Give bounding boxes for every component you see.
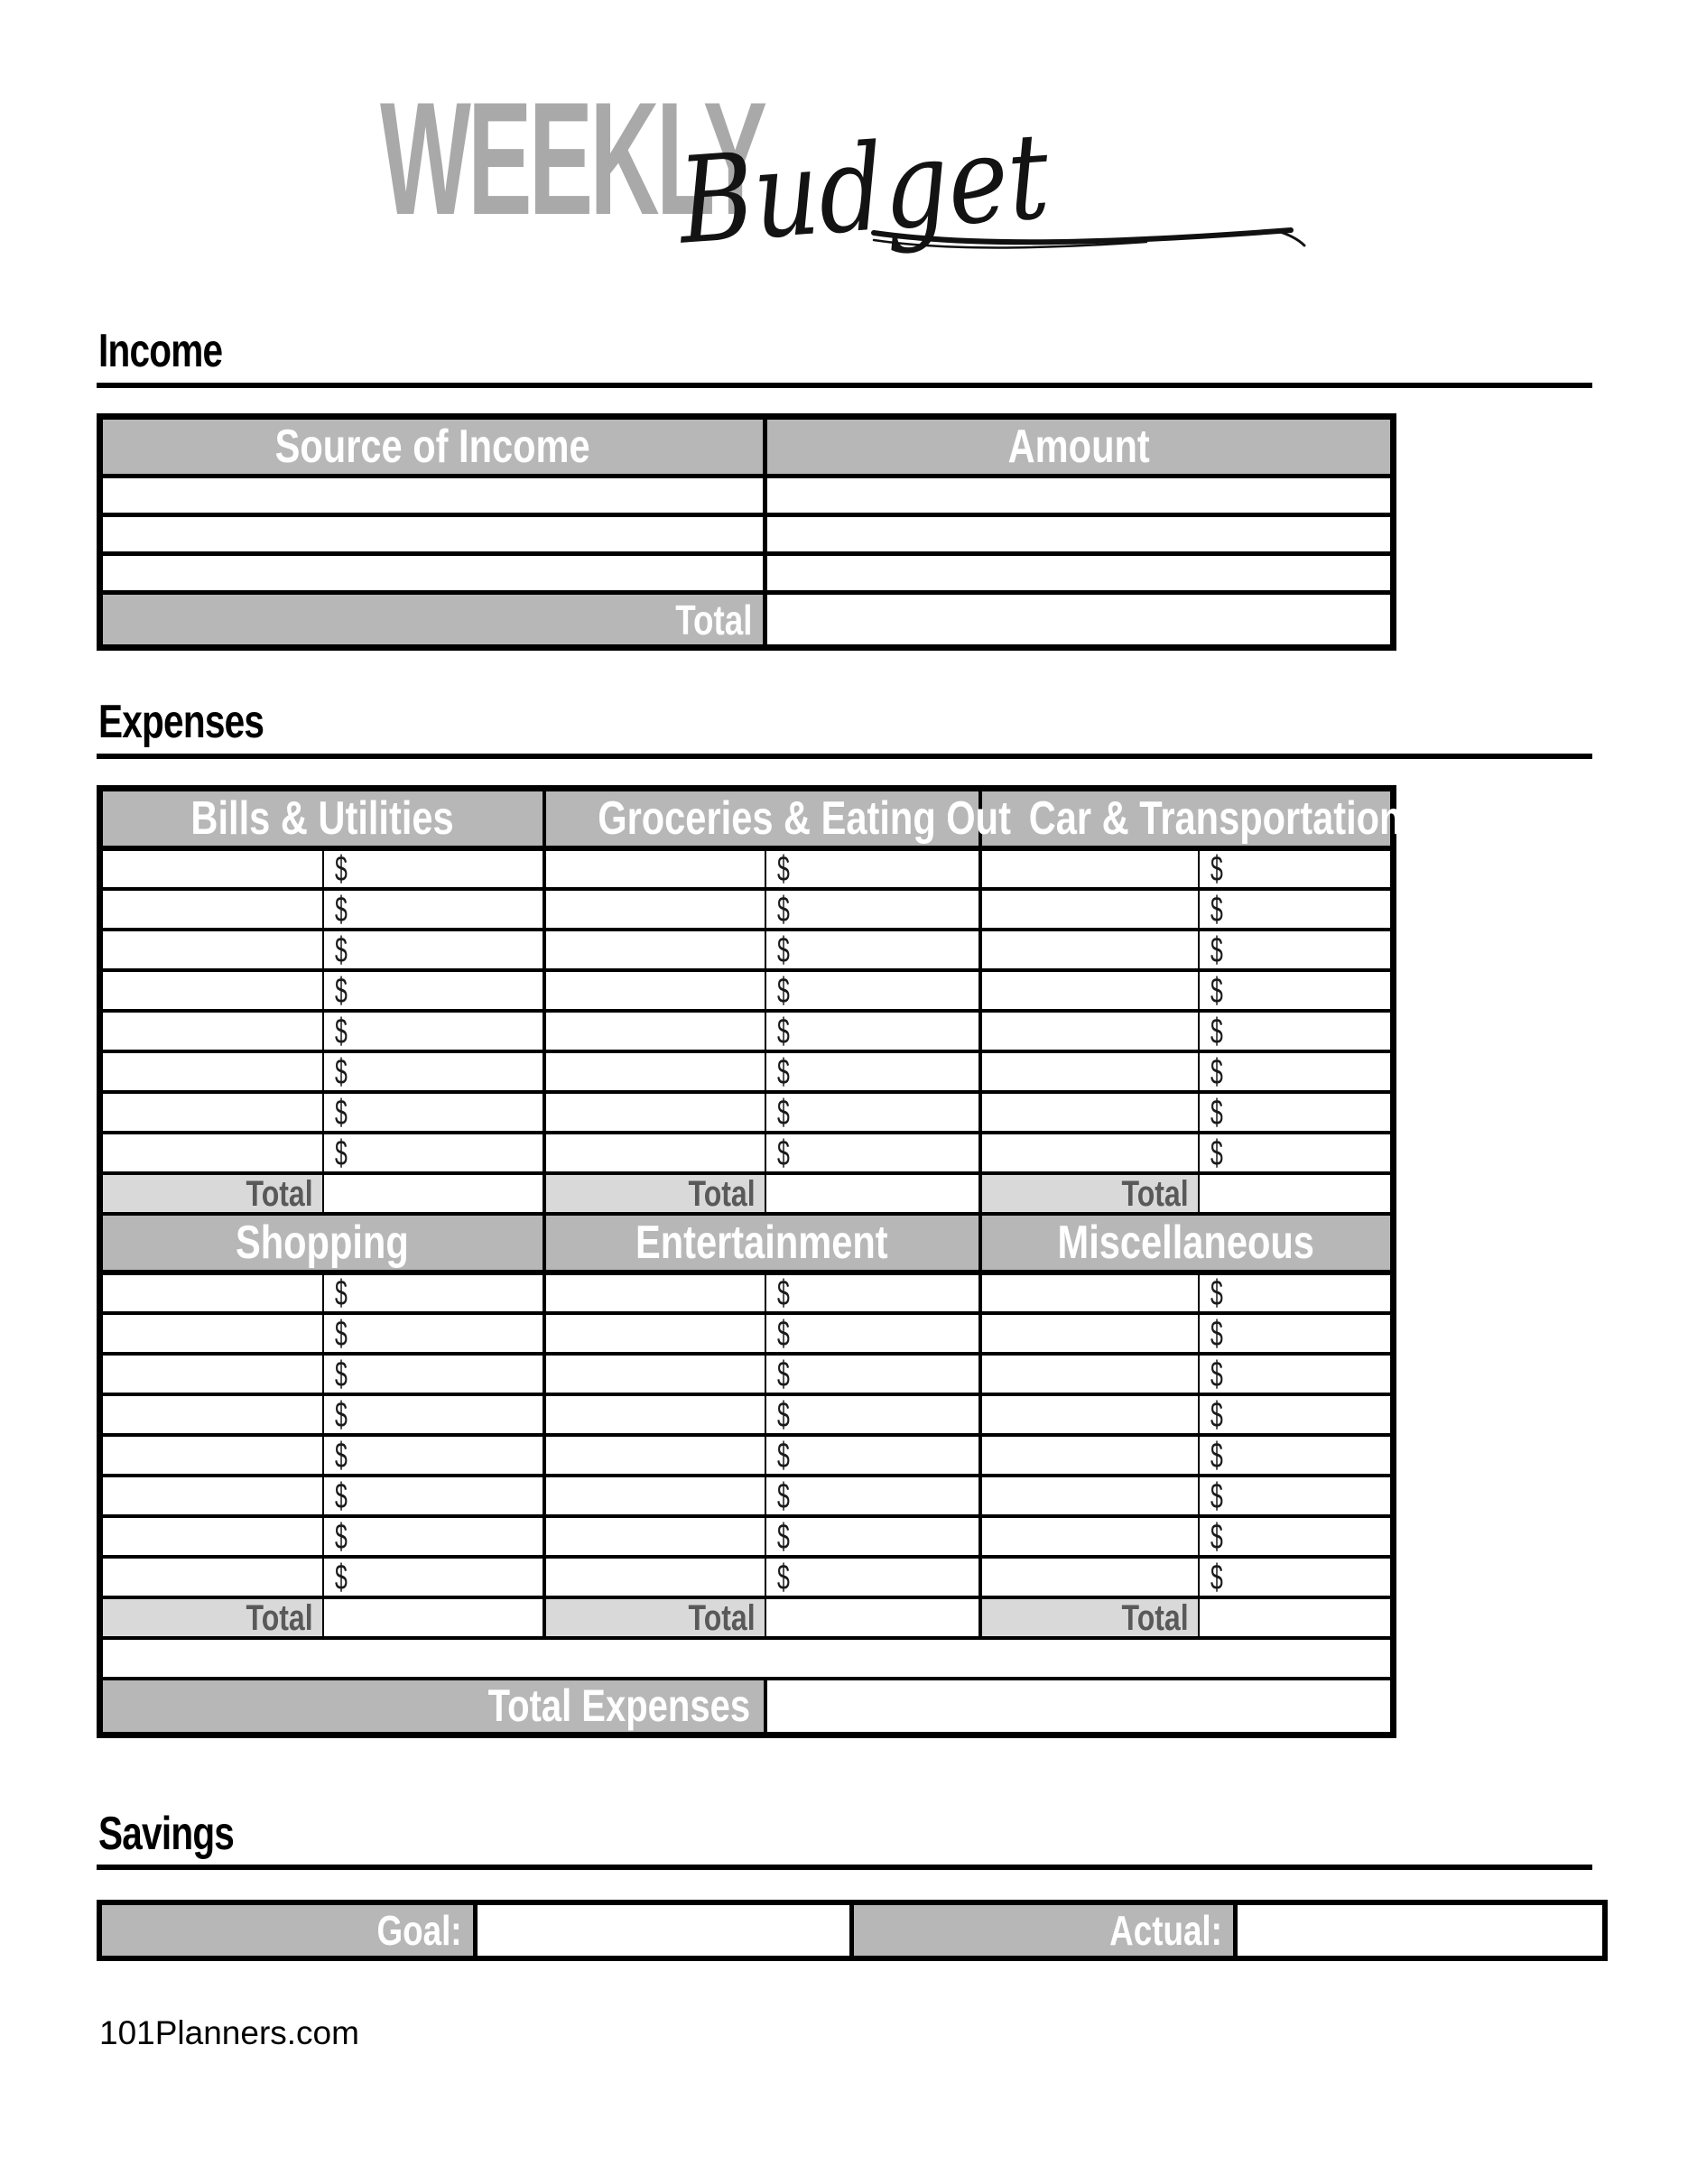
expense-amount-cell[interactable] [323,1133,544,1173]
expense-item-cell[interactable] [100,1476,323,1516]
currency-symbol: $ [776,1092,790,1133]
currency-symbol: $ [1210,1476,1223,1516]
expense-row [100,970,1394,1011]
income-source-cell[interactable] [100,477,765,515]
expense-item-cell[interactable] [100,970,323,1011]
expense-amount-cell[interactable] [1199,848,1394,889]
savings-goal-label-cell [99,1902,475,1958]
expense-amount-cell[interactable] [765,1051,980,1092]
income-heading-rule [97,383,1592,388]
expense-amount-cell[interactable] [765,930,980,970]
expenses-total-row-1 [100,1173,1394,1214]
expense-row [100,1394,1394,1435]
income-heading-label: Income [98,325,223,377]
expense-row [100,889,1394,930]
currency-symbol: $ [1210,970,1223,1011]
expense-item-cell[interactable] [100,1435,323,1476]
currency-symbol: $ [334,1313,348,1354]
expense-amount-cell[interactable] [323,1272,544,1313]
expense-item-cell[interactable] [100,930,323,970]
expense-amount-cell[interactable] [1199,1092,1394,1133]
savings-table [97,1900,1608,1961]
expense-total-label-cell [544,1597,765,1638]
expense-row [100,1313,1394,1354]
income-source-cell[interactable] [100,515,765,554]
expense-amount-cell[interactable] [765,889,980,930]
expense-amount-cell[interactable] [1199,1051,1394,1092]
income-source-header-label: Source of Income [274,421,591,473]
shopping-header [100,1214,544,1272]
car-transportation-label: Car & Transportation [1028,792,1402,845]
savings-actual-value-cell[interactable] [1235,1902,1605,1958]
expense-item-cell[interactable] [100,1354,323,1394]
currency-symbol: $ [776,1557,790,1597]
expense-item-cell[interactable] [100,1557,323,1597]
expense-item-cell[interactable] [544,1092,765,1133]
bills-utilities-label: Bills & Utilities [190,792,454,845]
currency-symbol: $ [776,1273,790,1313]
currency-symbol: $ [334,1273,348,1313]
expense-item-cell[interactable] [980,1313,1199,1354]
savings-goal-value-cell[interactable] [475,1902,851,1958]
expense-item-cell[interactable] [980,1011,1199,1051]
income-table [97,413,1396,651]
currency-symbol: $ [334,1476,348,1516]
expense-amount-cell[interactable] [765,1092,980,1133]
expense-amount-cell[interactable] [765,1557,980,1597]
expense-amount-cell[interactable] [323,848,544,889]
expense-total-label-cell [100,1597,323,1638]
expense-item-cell[interactable] [544,930,765,970]
expense-amount-cell[interactable] [765,1313,980,1354]
groceries-eating-out-label: Groceries & Eating Out [597,792,1011,845]
currency-symbol: $ [776,1354,790,1394]
income-total-label-cell [100,593,765,648]
expense-item-cell[interactable] [100,1051,323,1092]
expense-amount-cell[interactable] [1199,1476,1394,1516]
expense-item-cell[interactable] [100,1516,323,1557]
expense-amount-cell[interactable] [1199,1354,1394,1394]
currency-symbol: $ [334,1394,348,1435]
expense-amount-cell[interactable] [323,1394,544,1435]
currency-symbol: $ [1210,849,1223,889]
currency-symbol: $ [776,1133,790,1173]
expense-row [100,1092,1394,1133]
car-transportation-header [980,789,1402,849]
expense-amount-cell[interactable] [1199,930,1394,970]
currency-symbol: $ [1210,1435,1223,1476]
expense-amount-cell[interactable] [323,889,544,930]
expense-item-cell[interactable] [544,889,765,930]
expense-row [100,1133,1394,1173]
income-amount-header [765,417,1394,477]
currency-symbol: $ [1210,1011,1223,1051]
expense-item-cell[interactable] [544,1313,765,1354]
savings-heading [98,1808,272,1860]
income-heading [98,325,257,377]
expenses-total-row-2 [100,1597,1394,1638]
currency-symbol: $ [334,1133,348,1173]
income-row [100,554,1394,593]
expenses-group-header-row-2 [100,1214,1394,1272]
miscellaneous-header [980,1214,1394,1272]
expense-item-cell[interactable] [544,1476,765,1516]
expense-total-value-cell[interactable] [323,1173,544,1214]
expense-total-label: Total [688,1173,756,1214]
expense-row [100,1476,1394,1516]
savings-goal-label: Goal: [376,1907,462,1954]
currency-symbol: $ [776,1516,790,1557]
expense-total-label: Total [1121,1597,1189,1638]
currency-symbol: $ [1210,1273,1223,1313]
logo-weekly-text: WEEKLY [380,69,765,248]
expense-item-cell[interactable] [100,889,323,930]
expense-total-value-cell[interactable] [765,1597,980,1638]
currency-symbol: $ [1210,1354,1223,1394]
currency-symbol: $ [1210,889,1223,930]
income-amount-header-label: Amount [1007,421,1150,473]
expense-item-cell[interactable] [544,848,765,889]
expense-amount-cell[interactable] [323,1051,544,1092]
expense-row [100,1435,1394,1476]
currency-symbol: $ [334,1354,348,1394]
expense-item-cell[interactable] [980,1435,1199,1476]
expense-total-label-cell [980,1173,1199,1214]
expense-row [100,1272,1394,1313]
bills-utilities-header [100,789,544,849]
currency-symbol: $ [1210,930,1223,970]
expense-total-value-cell[interactable] [1199,1597,1394,1638]
expense-item-cell[interactable] [980,1557,1199,1597]
currency-symbol: $ [1210,1313,1223,1354]
currency-symbol: $ [334,1435,348,1476]
expenses-heading-rule [97,754,1592,759]
expense-item-cell[interactable] [544,1272,765,1313]
income-total-row [100,593,1394,648]
currency-symbol: $ [1210,1051,1223,1092]
currency-symbol: $ [334,1516,348,1557]
shopping-label: Shopping [236,1217,410,1269]
savings-heading-label: Savings [98,1808,235,1860]
expense-total-value-cell[interactable] [765,1173,980,1214]
currency-symbol: $ [776,1011,790,1051]
expense-item-cell[interactable] [980,1092,1199,1133]
expense-item-cell[interactable] [100,1133,323,1173]
expense-item-cell[interactable] [980,1133,1199,1173]
expense-item-cell[interactable] [980,889,1199,930]
currency-symbol: $ [334,930,348,970]
total-expenses-value-cell[interactable] [765,1679,1394,1735]
income-amount-cell[interactable] [765,554,1394,593]
currency-symbol: $ [334,1092,348,1133]
currency-symbol: $ [776,1051,790,1092]
expense-amount-cell[interactable] [1199,970,1394,1011]
spacer-cell [100,1638,1394,1679]
expense-amount-cell[interactable] [323,1435,544,1476]
expense-row [100,1051,1394,1092]
currency-symbol: $ [334,1051,348,1092]
expense-item-cell[interactable] [544,1011,765,1051]
income-row [100,477,1394,515]
expense-total-label: Total [688,1597,756,1638]
expense-amount-cell[interactable] [323,1011,544,1051]
expense-total-label-cell [100,1173,323,1214]
expenses-spacer-row [100,1638,1394,1679]
currency-symbol: $ [776,1476,790,1516]
expense-item-cell[interactable] [544,1557,765,1597]
expense-total-value-cell[interactable] [1199,1173,1394,1214]
currency-symbol: $ [334,970,348,1011]
expense-amount-cell[interactable] [765,1516,980,1557]
savings-heading-rule [97,1865,1592,1870]
savings-actual-label-cell [851,1902,1235,1958]
currency-symbol: $ [776,970,790,1011]
currency-symbol: $ [1210,1133,1223,1173]
expense-item-cell[interactable] [980,1272,1199,1313]
currency-symbol: $ [1210,1394,1223,1435]
groceries-eating-out-header [544,789,1011,849]
expense-amount-cell[interactable] [1199,1272,1394,1313]
expense-amount-cell[interactable] [323,1516,544,1557]
logo-swash-line [867,215,1309,260]
income-amount-cell[interactable] [765,477,1394,515]
income-total-label: Total [674,596,752,643]
expense-amount-cell[interactable] [1199,889,1394,930]
expense-item-cell[interactable] [544,1354,765,1394]
income-row [100,515,1394,554]
expense-amount-cell[interactable] [765,848,980,889]
entertainment-header [544,1214,980,1272]
currency-symbol: $ [776,1435,790,1476]
expense-amount-cell[interactable] [323,1557,544,1597]
expense-amount-cell[interactable] [1199,1394,1394,1435]
expense-item-cell[interactable] [100,1394,323,1435]
expense-amount-cell[interactable] [765,970,980,1011]
currency-symbol: $ [1210,1092,1223,1133]
expense-total-label: Total [1121,1173,1189,1214]
expense-amount-cell[interactable] [1199,1133,1394,1173]
expenses-heading-label: Expenses [98,696,264,748]
currency-symbol: $ [776,1394,790,1435]
expenses-table [97,785,1402,1738]
expense-amount-cell[interactable] [1199,1557,1394,1597]
currency-symbol: $ [776,1313,790,1354]
total-expenses-label: Total Expenses [488,1680,751,1732]
expense-item-cell[interactable] [980,1516,1199,1557]
expense-row [100,848,1394,889]
income-header-row [100,417,1394,477]
miscellaneous-label: Miscellaneous [1057,1217,1314,1269]
expense-item-cell[interactable] [980,930,1199,970]
expense-amount-cell[interactable] [765,1354,980,1394]
expense-amount-cell[interactable] [1199,1516,1394,1557]
expenses-group-header-row-1 [100,789,1394,849]
expense-item-cell[interactable] [100,1092,323,1133]
expense-amount-cell[interactable] [765,1133,980,1173]
total-expenses-row [100,1679,1394,1735]
expense-amount-cell[interactable] [323,1476,544,1516]
expense-item-cell[interactable] [980,1394,1199,1435]
currency-symbol: $ [776,849,790,889]
total-expenses-label-cell [100,1679,765,1735]
currency-symbol: $ [1210,1516,1223,1557]
expense-amount-cell[interactable] [323,930,544,970]
expense-amount-cell[interactable] [1199,1011,1394,1051]
expense-row [100,1354,1394,1394]
expense-amount-cell[interactable] [1199,1435,1394,1476]
currency-symbol: $ [334,1557,348,1597]
expense-item-cell[interactable] [544,1435,765,1476]
expense-amount-cell[interactable] [765,1394,980,1435]
expense-item-cell[interactable] [980,848,1199,889]
expense-amount-cell[interactable] [323,1354,544,1394]
currency-symbol: $ [334,849,348,889]
site-credit: 101Planners.com [99,2014,359,2051]
expense-item-cell[interactable] [980,1354,1199,1394]
expense-amount-cell[interactable] [1199,1313,1394,1354]
expense-item-cell[interactable] [100,1313,323,1354]
expense-row [100,1557,1394,1597]
currency-symbol: $ [776,889,790,930]
expense-total-label-cell [544,1173,765,1214]
expense-total-value-cell[interactable] [323,1597,544,1638]
savings-row [99,1902,1605,1958]
expense-item-cell[interactable] [100,1011,323,1051]
expense-amount-cell[interactable] [765,1435,980,1476]
expense-amount-cell[interactable] [323,1313,544,1354]
expense-row [100,1011,1394,1051]
expense-item-cell[interactable] [544,970,765,1011]
expense-total-label-cell [980,1597,1199,1638]
expense-item-cell[interactable] [980,1476,1199,1516]
income-total-value-cell[interactable] [765,593,1394,648]
logo-budget-text: Budget [674,106,1053,272]
expense-amount-cell[interactable] [323,970,544,1011]
expense-item-cell[interactable] [544,1051,765,1092]
currency-symbol: $ [1210,1557,1223,1597]
entertainment-label: Entertainment [635,1217,888,1269]
expense-item-cell[interactable] [544,1516,765,1557]
expense-item-cell[interactable] [544,1394,765,1435]
expense-total-label: Total [246,1597,313,1638]
expense-item-cell[interactable] [100,1272,323,1313]
income-amount-cell[interactable] [765,515,1394,554]
currency-symbol: $ [334,889,348,930]
expense-amount-cell[interactable] [765,1011,980,1051]
currency-symbol: $ [334,1011,348,1051]
income-source-header [100,417,765,477]
expense-amount-cell[interactable] [765,1476,980,1516]
expense-amount-cell[interactable] [323,1092,544,1133]
expense-row [100,930,1394,970]
expense-item-cell[interactable] [544,1133,765,1173]
expense-row [100,1516,1394,1557]
expense-item-cell[interactable] [980,1051,1199,1092]
expense-amount-cell[interactable] [765,1272,980,1313]
expense-item-cell[interactable] [980,970,1199,1011]
income-source-cell[interactable] [100,554,765,593]
expense-total-label: Total [246,1173,313,1214]
savings-actual-label: Actual: [1108,1907,1222,1954]
expenses-heading [98,696,311,748]
expense-item-cell[interactable] [100,848,323,889]
currency-symbol: $ [776,930,790,970]
